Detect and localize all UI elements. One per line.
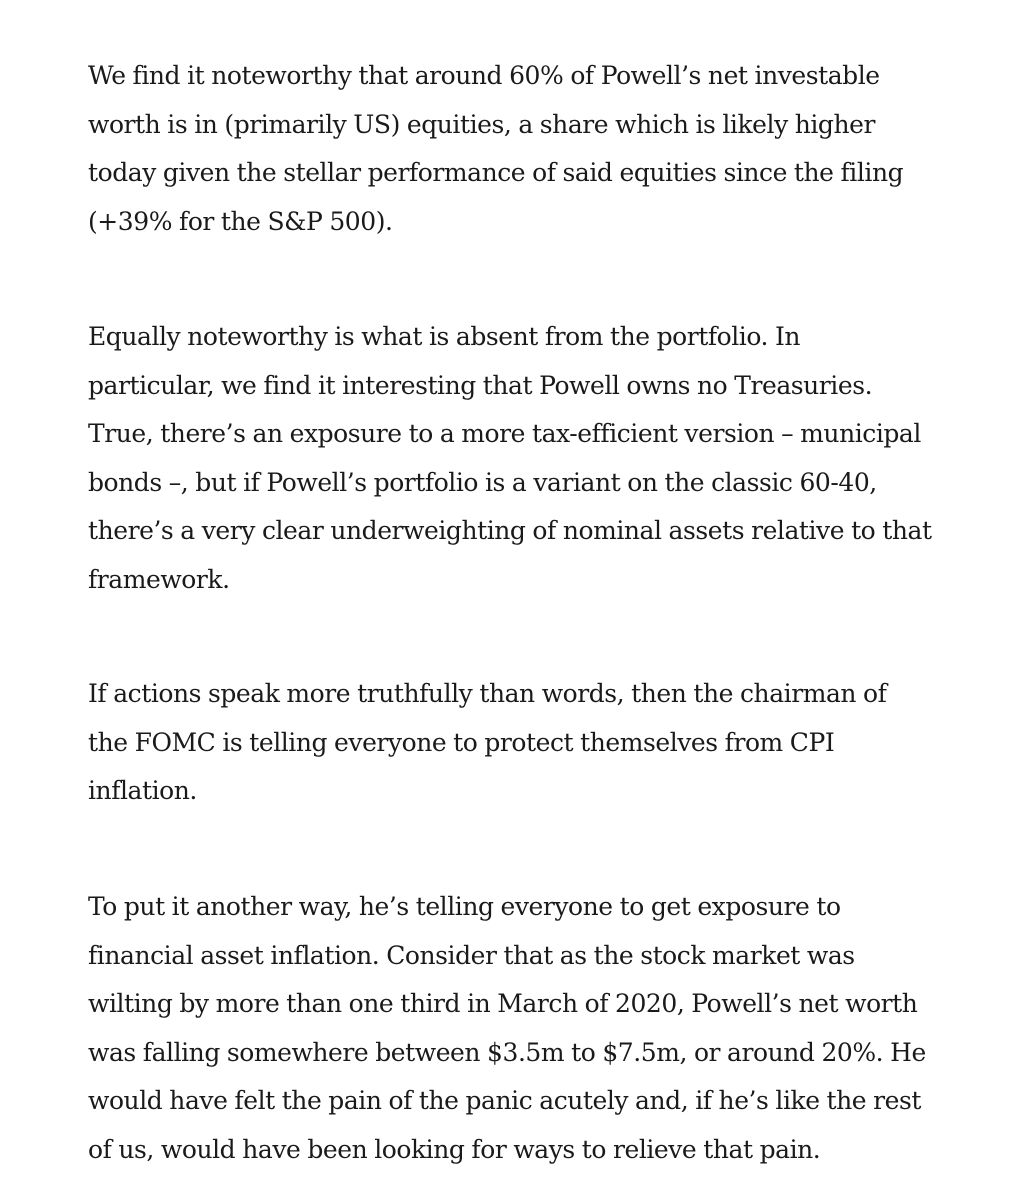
text-line: framework. (88, 564, 230, 594)
text-line: If actions speak more truthfully than words, then the chairman of (88, 679, 887, 708)
text-line: there’s a very clear underweighting of nominal assets relative to that (88, 516, 932, 545)
text-line: inflation. (88, 776, 197, 805)
text-line: (+39% for the S&P 500). (88, 206, 393, 236)
text-line: financial asset inflation. Consider that as the stock market was (88, 940, 855, 970)
text-line: To put it another way, he’s telling everyone to get exposure to (88, 892, 841, 921)
text-line: We find it noteworthy that around 60% of Powell’s net investable (88, 61, 880, 90)
text-line: of us, would have been looking for ways to relieve that pain. (88, 1134, 821, 1164)
text-line: wilting by more than one third in March of 2020, Powell’s net worth (88, 989, 918, 1018)
paragraph-asset-inflation (88, 883, 1018, 1174)
paragraph-equities-share (88, 52, 1018, 246)
text-line: bonds –, but if Powell’s portfolio is a variant on the classic 60-40, (88, 467, 877, 497)
text-line: was falling somewhere between $3.5m to $7.5m, or around 20%. He (88, 1037, 926, 1067)
text-line: True, there’s an exposure to a more tax-efficient version – municipal (88, 419, 921, 448)
text-line: would have felt the pain of the panic acutely and, if he’s like the rest (88, 1086, 921, 1115)
paragraph-actions-speak (88, 670, 1018, 816)
text-line: the FOMC is telling everyone to protect themselves from CPI (88, 727, 835, 757)
paragraph-absent-treasuries (88, 313, 1018, 604)
text-line: Equally noteworthy is what is absent from the portfolio. In (88, 322, 801, 351)
text-line: particular, we find it interesting that Powell owns no Treasuries. (88, 370, 873, 400)
text-line: today given the stellar performance of said equities since the filing (88, 158, 904, 187)
text-line: worth is in (primarily US) equities, a share which is likely higher (88, 109, 875, 139)
